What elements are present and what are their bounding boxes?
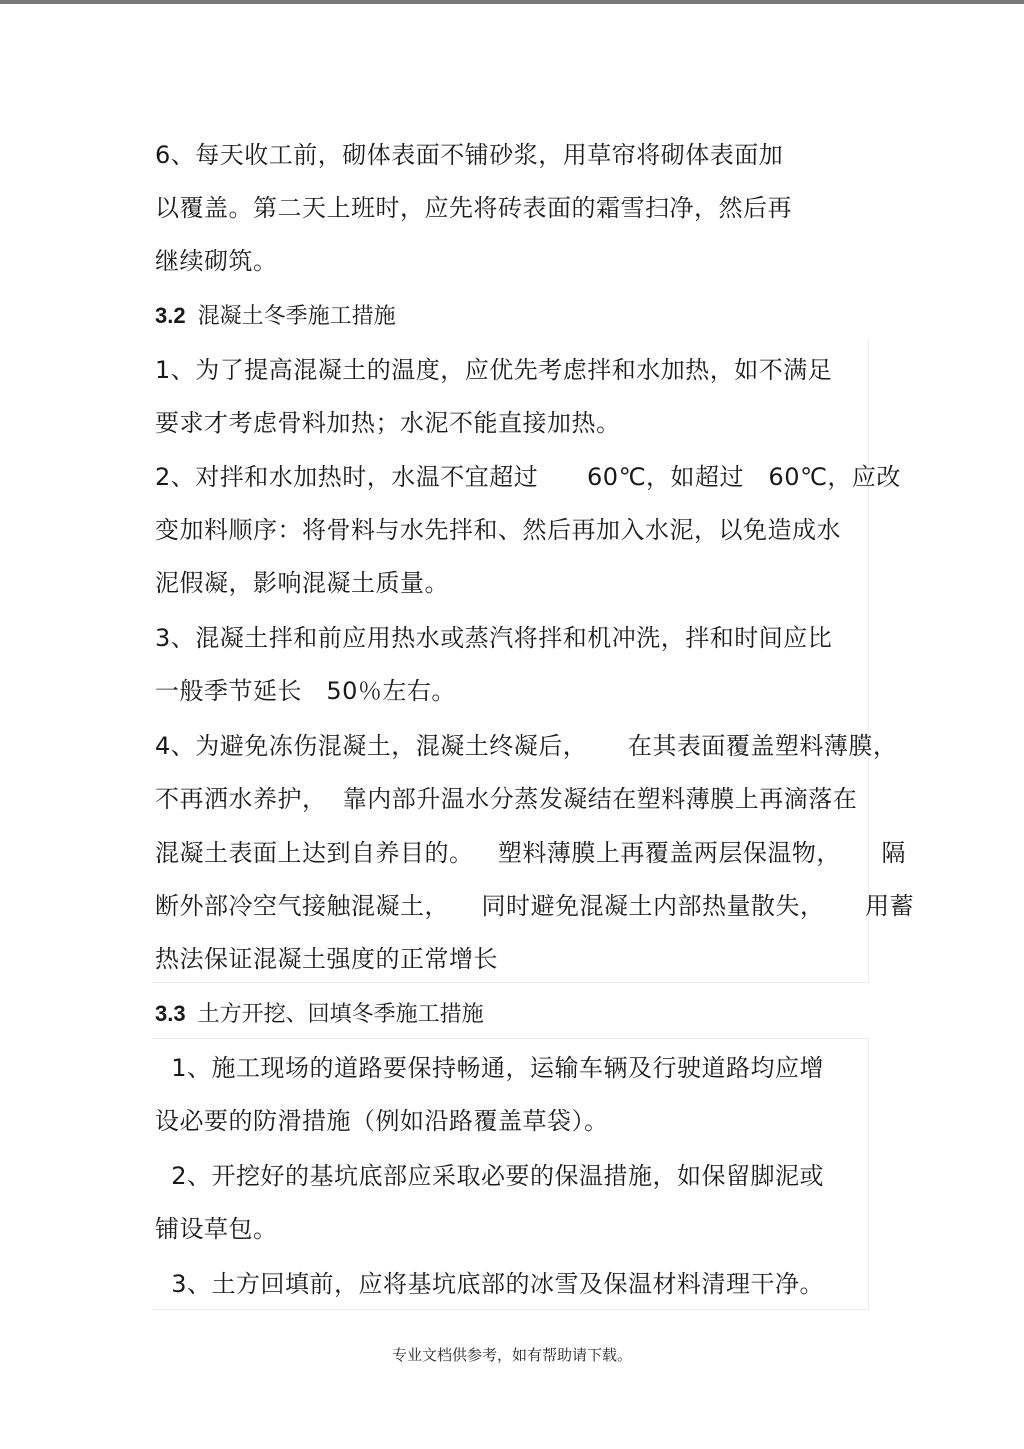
page-footer-note: 专业文档供参考，如有帮助请下载。 <box>391 1346 632 1364</box>
top-border-rule <box>0 0 1024 4</box>
s32-item2-line1: 2、对拌和水加热时，水温不宜超过 60℃，如超过 60℃，应改 <box>155 463 901 491</box>
s33-item2-line1: 2、开挖好的基坑底部应采取必要的保温措施，如保留脚泥或 <box>155 1162 825 1190</box>
s32-item3-line1: 3、混凝土拌和前应用热水或蒸汽将拌和机冲洗，拌和时间应比 <box>155 624 833 652</box>
s33-item1-line1: 1、施工现场的道路要保持畅通，运输车辆及行驶道路均应增 <box>155 1054 825 1082</box>
section-33-number: 3.3 <box>155 1001 186 1026</box>
s33-item2-line2: 铺设草包。 <box>155 1215 278 1243</box>
s32-item4-line3: 混凝土表面上达到自养目的。 塑料薄膜上再覆盖两层保温物， 隔 <box>155 839 907 867</box>
section-32-title: 混凝土冬季施工措施 <box>197 304 396 329</box>
section-33-title: 土方开挖、回填冬季施工措施 <box>197 1002 484 1027</box>
item6-line3: 继续砌筑。 <box>155 247 278 275</box>
s32-item2-line3: 泥假凝，影响混凝土质量。 <box>155 569 449 597</box>
s32-item4-line1: 4、为避免冻伤混凝土，混凝土终凝后， 在其表面覆盖塑料薄膜， <box>155 732 898 760</box>
s32-item1-line2: 要求才考虑骨料加热；水泥不能直接加热。 <box>155 409 621 437</box>
s32-item4-line5: 热法保证混凝土强度的正常增长 <box>155 945 498 973</box>
section-33-heading <box>155 999 484 1030</box>
s32-item4-line4: 断外部冷空气接触混凝土， 同时避免混凝土内部热量散失， 用蓄 <box>155 892 915 920</box>
item6-line1: 6、每天收工前，砌体表面不铺砂浆，用草帘将砌体表面加 <box>155 141 784 169</box>
section-32-heading <box>155 301 396 332</box>
section-32-number: 3.2 <box>155 303 186 328</box>
s32-item2-line2: 变加料顺序：将骨料与水先拌和、然后再加入水泥，以免造成水 <box>155 516 841 544</box>
s32-item3-line2: 一般季节延长 50％左右。 <box>155 677 456 705</box>
s32-item1-line1: 1、为了提高混凝土的温度，应优先考虑拌和水加热，如不满足 <box>155 356 833 384</box>
item6-line2: 以覆盖。第二天上班时，应先将砖表面的霜雪扫净，然后再 <box>155 194 792 222</box>
s33-item1-line2: 设必要的防滑措施（例如沿路覆盖草袋）。 <box>155 1107 609 1135</box>
s33-item3-line1: 3、土方回填前，应将基坑底部的冰雪及保温材料清理干净。 <box>155 1270 825 1298</box>
s32-item4-line2: 不再洒水养护， 靠内部升温水分蒸发凝结在塑料薄膜上再滴落在 <box>155 785 858 813</box>
